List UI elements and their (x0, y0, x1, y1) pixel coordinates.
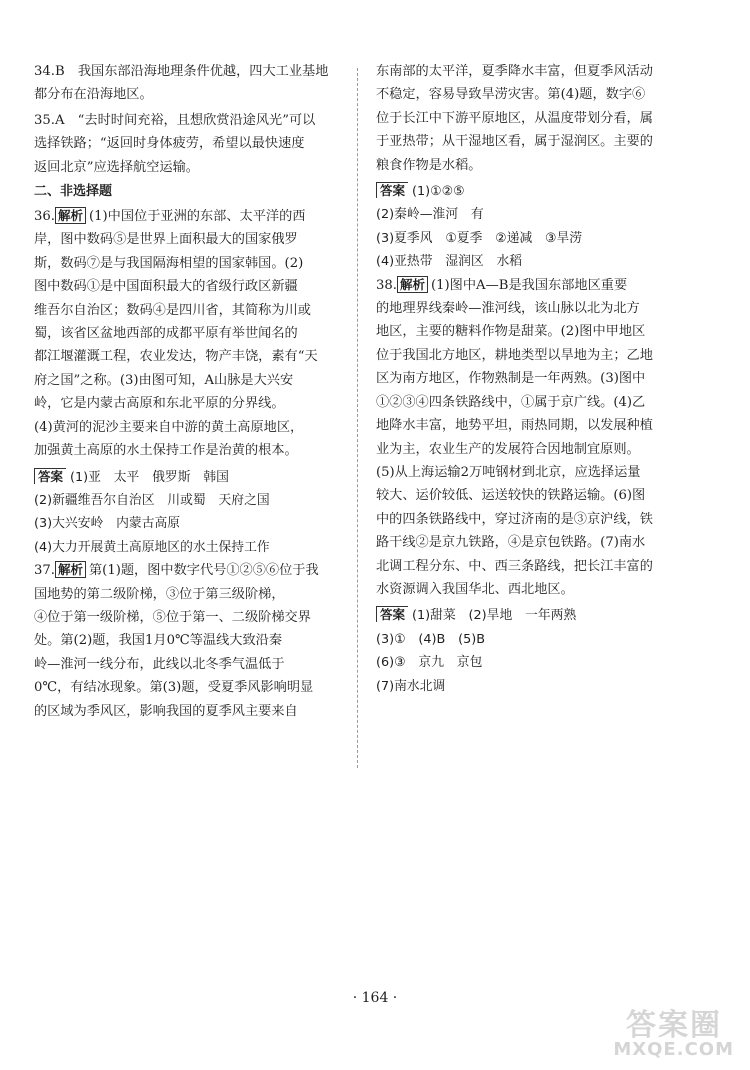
q36-answer: (1)亚 太平 俄罗斯 韩国 (70, 469, 229, 485)
q37-analysis-line: 岭—淮河一线分布，此线以北冬季气温低于 (34, 656, 285, 672)
watermark-url: MXQE.COM (613, 1039, 734, 1060)
q37-analysis-line: 粮食作物是水稻。 (376, 157, 482, 173)
q38-analysis-line: 较大、运价较低、运送较快的铁路运输。(6)图 (376, 488, 646, 504)
q38-number: 38. (376, 277, 397, 293)
q38-analysis-body (376, 297, 684, 601)
q38-analysis-line: 位于我国北方地区，耕地类型以旱地为主；乙地 (376, 347, 653, 363)
q37-analysis-line: 东南部的太平洋，夏季降水丰富，但夏季风活动 (376, 64, 653, 79)
q37-answer: (3)夏季风 ①夏季 ②递减 ③旱涝 (376, 230, 583, 246)
q37-analysis-body (34, 583, 344, 723)
q38-answer: (6)③ 京九 京包 (376, 655, 483, 671)
q36-number: 36. (34, 209, 55, 225)
q38-analysis-line: 业为主，农业生产的发展符合因地制宜原则。 (376, 441, 640, 457)
q36-analysis-line: 府之国”之称。(3)由图可知，A山脉是大兴安 (34, 372, 294, 388)
q36-analysis-line: 图中数码①是中国面积最大的省级行政区新疆 (34, 279, 298, 295)
q36-analysis-body (34, 228, 344, 462)
q37-continued-body (376, 60, 684, 177)
q37-answers-body (376, 203, 684, 273)
section-heading: 二、非选择题 (34, 184, 113, 200)
q38-analysis-line: 区为南方地区，作物熟制是一年两熟。(3)图中 (376, 371, 646, 387)
q38-analysis-line: 北调工程分东、中、西三条路线，把长江丰富的 (376, 558, 653, 574)
q37-first-line (34, 559, 344, 582)
q36-first-line (34, 205, 344, 228)
left-column (34, 60, 344, 723)
q37-analysis-line: 于亚热带；从干湿地区看，属于湿润区。主要的 (376, 134, 653, 150)
q38-answer-tag: 答案 (376, 606, 408, 622)
q37-analysis-line: 位于长江中下游平原地区，从温度带划分看，属 (376, 110, 653, 126)
q36-analysis-line: (4)黄河的泥沙主要来自中游的黄土高原地区， (34, 419, 304, 435)
q38-analysis-line: ①②③④四条铁路线中，①属于京广线。(4)乙 (376, 394, 646, 410)
q38-first-line (376, 274, 684, 297)
q38-analysis-line: (1)图中A—B是我国东部地区重要 (431, 277, 628, 293)
q36-answer: (4)大力开展黄土高原地区的水土保持工作 (34, 539, 270, 555)
q36-analysis-line: 加强黄土高原的水土保持工作是治黄的根本。 (34, 443, 298, 459)
q35-line: 35.A “去时时间充裕，且想欣赏沿途风光”可以 (34, 112, 316, 128)
watermark-logo (599, 1000, 734, 1060)
q38-answer-line (376, 603, 684, 627)
q35-block (34, 109, 344, 179)
page-number: · 164 · (352, 990, 398, 1006)
q38-analysis-line: 水资源调入我国华北、西北地区。 (376, 581, 574, 597)
q36-analysis-line: 岸，图中数码⑤是世界上面积最大的国家俄罗 (34, 232, 298, 248)
q37-analysis-tag: 解析 (55, 561, 86, 578)
q36-analysis-line: 维吾尔自治区；数码④是四川省，其简称为川或 (34, 302, 311, 318)
q38-analysis-line: 路干线②是京九铁路，④是京包铁路。(7)南水 (376, 535, 646, 551)
q37-answer: (4)亚热带 湿润区 水稻 (376, 254, 523, 270)
q35-line: 返回北京”应选择航空运输。 (34, 159, 199, 175)
watermark-text: 答案圈 (626, 1008, 722, 1043)
q37-analysis-line: 第(1)题，图中数字代号①②⑤⑥位于我 (89, 563, 319, 579)
q37-answer-tag: 答案 (376, 182, 408, 198)
q36-answer: (2)新疆维吾尔自治区 川或蜀 天府之国 (34, 492, 270, 508)
q38-analysis-line: 地区，主要的糖料作物是甜菜。(2)图中甲地区 (376, 324, 646, 340)
q36-answer-line (34, 465, 344, 489)
q37-block (34, 559, 344, 723)
q36-analysis-tag: 解析 (55, 207, 86, 224)
q38-analysis-line: 的地理界线秦岭—淮河线，该山脉以北为北方 (376, 301, 640, 317)
right-column (376, 60, 684, 698)
q37-analysis-line: ④位于第一级阶梯，⑤位于第一、二级阶梯交界 (34, 609, 311, 625)
q38-answers-body (376, 628, 684, 698)
q38-analysis-line: 中的四条铁路线中，穿过济南的是③京沪线，铁 (376, 511, 653, 527)
q36-answer-tag: 答案 (34, 468, 66, 484)
q37-analysis-line: 的区域为季风区，影响我国的夏季风主要来自 (34, 703, 298, 719)
q36-analysis-line: (1)中国位于亚洲的东部、太平洋的西 (89, 209, 306, 225)
q38-analysis-line: (5)从上海运输2万吨钢材到北京，应选择运量 (376, 464, 641, 480)
column-divider (357, 68, 358, 768)
q34-block (34, 60, 344, 107)
q34-line: 都分布在沿海地区。 (34, 87, 153, 103)
q38-block (376, 274, 684, 698)
q34-line: 34.B 我国东部沿海地理条件优越，四大工业基地 (34, 64, 329, 79)
q38-analysis-line: 地降水丰富，地势平坦，雨热同期，以发展种植 (376, 418, 653, 434)
q38-analysis-tag: 解析 (397, 276, 428, 293)
q36-analysis-line: 都江堰灌溉工程，农业发达，物产丰饶，素有“天 (34, 349, 318, 365)
q37-number: 37. (34, 563, 55, 579)
q36-block (34, 205, 344, 559)
q36-analysis-line: 岭，它是内蒙古高原和东北平原的分界线。 (34, 396, 285, 412)
q38-answer: (1)甜菜 (2)旱地 一年两熟 (412, 608, 577, 624)
q36-analysis-line: 蜀，该省区盆地西部的成都平原有举世闻名的 (34, 326, 298, 342)
q37-analysis-line: 不稳定，容易导致旱涝灾害。第(4)题，数字⑥ (376, 87, 646, 103)
q36-analysis-line: 斯，数码⑦是与我国隔海相望的国家韩国。(2) (34, 255, 304, 271)
q37-answer-line (376, 179, 684, 203)
q37-answer: (2)秦岭—淮河 有 (376, 207, 484, 223)
q38-answer: (3)① (4)B (5)B (376, 631, 486, 647)
q36-answer: (3)大兴安岭 内蒙古高原 (34, 516, 181, 532)
q38-answer: (7)南水北调 (376, 678, 446, 694)
q37-analysis-line: 国地势的第二级阶梯，③位于第三级阶梯， (34, 586, 285, 602)
q37-analysis-line: 0℃，有结冰现象。第(3)题，受夏季风影响明显 (34, 680, 314, 696)
q37-analysis-line: 处。第(2)题，我国1月0℃等温线大致沿秦 (34, 633, 283, 649)
q35-line: 选择铁路；“返回时身体疲劳，希望以最快速度 (34, 136, 305, 152)
q36-answers-body (34, 489, 344, 559)
q37-answer: (1)①②⑤ (412, 184, 465, 200)
